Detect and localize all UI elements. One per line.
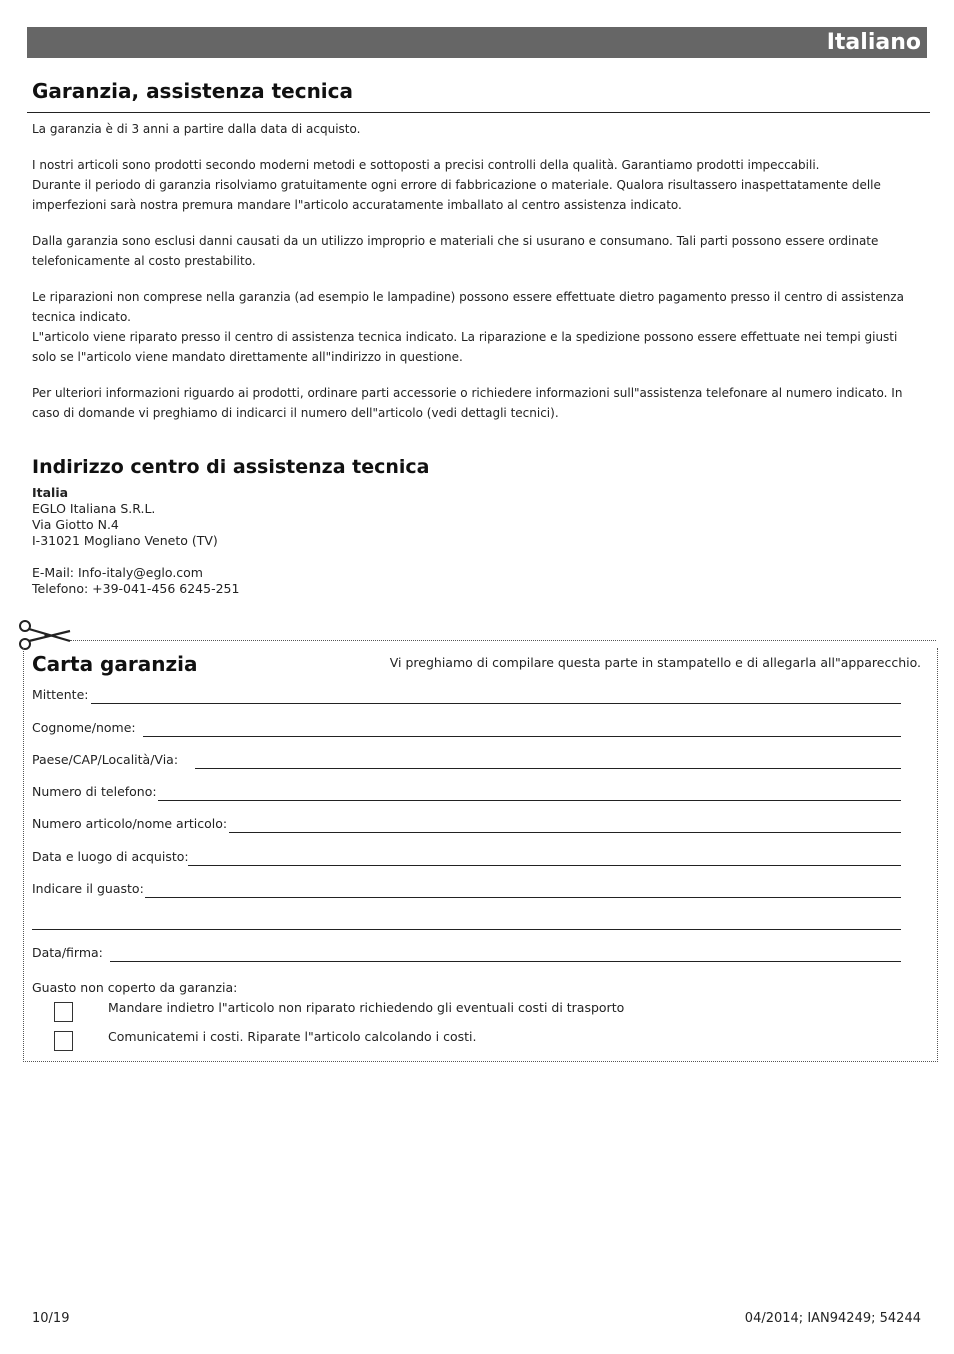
address-phone: Telefono: +39-041-456 6245-251: [32, 581, 240, 596]
article-field[interactable]: [229, 832, 901, 833]
field-label-signature: Data/firma:: [32, 945, 103, 960]
not-covered-label: Guasto non coperto da garanzia:: [32, 980, 238, 995]
field-label-phone: Numero di telefono:: [32, 784, 157, 799]
address-country: Italia: [32, 485, 69, 500]
sender-field[interactable]: [91, 703, 901, 704]
field-label-fault: Indicare il guasto:: [32, 881, 144, 896]
field-label-sender: Mittente:: [32, 687, 89, 702]
document-code: 04/2014; IAN94249; 54244: [744, 1311, 921, 1326]
language-label: Italiano: [826, 30, 921, 55]
name-field[interactable]: [143, 736, 901, 737]
address-street: Via Giotto N.4: [32, 517, 119, 532]
warranty-title: Garanzia, assistenza tecnica: [32, 79, 354, 103]
field-label-address: Paese/CAP/Località/Via:: [32, 752, 179, 767]
address-city: I-31021 Mogliano Veneto (TV): [32, 533, 218, 548]
address-email: E-Mail: Info-italy@eglo.com: [32, 565, 203, 580]
service-center-title: Indirizzo centro di assistenza tecnica: [32, 456, 430, 478]
fault-field-extra-line[interactable]: [32, 929, 901, 930]
warranty-card-note: Vi preghiamo di compilare questa parte in stampatello e di allegarla all"apparecchio.: [389, 655, 921, 670]
return-unrepaired-label: Mandare indietro l"articolo non riparato richiedendo gli eventuali costi di trasporto: [108, 1000, 625, 1015]
scissors-icon: [16, 618, 72, 652]
warranty-paragraph: Le riparazioni non comprese nella garanzia (ad esempio le lampadine) possono essere effettuate dietro pagamento presso il centro di assistenza tecnica indicato. L"articolo viene riparato presso il centro di assistenza tecnica indicato. La riparazione e la spedizione possono essere effettuate nei tempi giusti solo se l"articolo viene mandato direttamente all"indirizzo in questione.: [32, 290, 904, 364]
warranty-card-title: Carta garanzia: [32, 652, 198, 676]
warranty-paragraph: I nostri articoli sono prodotti secondo moderni metodi e sottoposti a precisi controlli della qualità. Garantiamo prodotti impeccabili. Durante il periodo di garanzia risolviamo gratuitamente ogni errore di fabbricazione o materiale. Qualora risultassero inaspettatamente delle imperfezioni sarà nostra premura mandare l"articolo accuratamente imballato al centro assistenza indicato.: [32, 158, 881, 212]
warranty-paragraph: La garanzia è di 3 anni a partire dalla data di acquisto.: [32, 122, 361, 136]
warranty-paragraph: Per ulteriori informazioni riguardo ai prodotti, ordinare parti accessorie o richiedere informazioni sull"assistenza telefonare al numero indicato. In caso di domande vi preghiamo di indicarci il numero dell"articolo (vedi dettagli tecnici).: [32, 386, 903, 420]
warranty-paragraph: Dalla garanzia sono esclusi danni causati da un utilizzo improprio e materiali che si usurano e consumano. Tali parti possono essere ordinate telefonicamente al costo prestabilito.: [32, 234, 879, 268]
fault-field[interactable]: [145, 897, 901, 898]
signature-field[interactable]: [110, 961, 901, 962]
title-divider: [27, 112, 930, 113]
phone-field[interactable]: [158, 800, 901, 801]
repair-with-costs-checkbox[interactable]: [54, 1031, 73, 1051]
cut-line: [70, 640, 936, 641]
page-number: 10/19: [32, 1311, 70, 1326]
purchase-field[interactable]: [188, 865, 901, 866]
return-unrepaired-checkbox[interactable]: [54, 1002, 73, 1022]
warranty-text: [32, 119, 922, 439]
address-company: EGLO Italiana S.R.L.: [32, 501, 156, 516]
service-center-address: [32, 485, 239, 597]
field-label-article: Numero articolo/nome articolo:: [32, 816, 228, 831]
field-label-purchase: Data e luogo di acquisto:: [32, 849, 189, 864]
field-label-name: Cognome/nome:: [32, 720, 136, 735]
language-header-bar: [27, 27, 927, 58]
repair-with-costs-label: Comunicatemi i costi. Riparate l"articolo calcolando i costi.: [108, 1029, 477, 1044]
address-field[interactable]: [195, 768, 901, 769]
